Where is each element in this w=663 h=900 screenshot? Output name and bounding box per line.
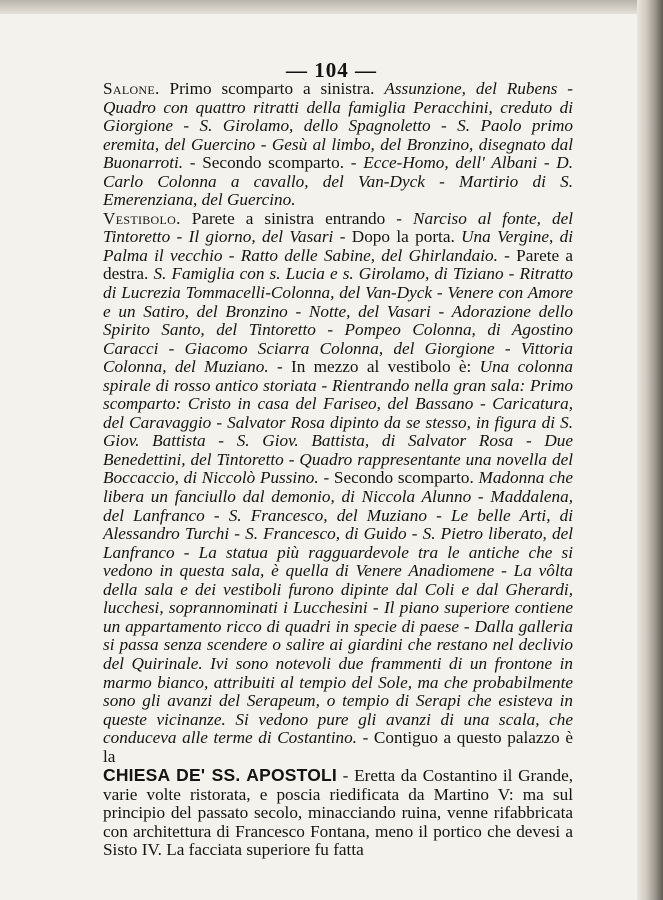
salone-italic-1: Assunzione, del Rubens - Quadro con quattro ritratti della famiglia Peracchini, creduto di Giorgione - S. Girolamo, dello Spagnoletto - S. Paolo primo eremita, del Guercino - Gesù al limbo, del Bronzino, disegnato dal Buonarroti.	[103, 79, 573, 173]
vestibolo-text-2: - Dopo la porta.	[333, 227, 462, 247]
paragraph-salone	[103, 80, 573, 210]
vestibolo-text-3: - Parete a destra.	[103, 245, 574, 284]
paragraph-vestibolo	[103, 210, 573, 766]
vestibolo-text-5: - Secondo scomparto.	[318, 468, 479, 488]
body-text	[103, 80, 573, 860]
vestibolo-text-6: - Contiguo a questo palazzo è la	[103, 728, 573, 766]
page-top-edge	[0, 0, 663, 14]
page-number: — 104 —	[286, 58, 377, 82]
vestibolo-italic-3: S. Famiglia con s. Lucia e s. Girolamo, di Tiziano - Ritratto di Lucrezia Tommacelli-Colonna, del Van-Dyck - Venere con Amore e un Satiro, del Bronzino - Notte, del Vasari - Adorazione dello Spirito Santo, del Tintoretto - Pompeo Colonna, di Agostino Caracci - Giacomo Sciarra Colonna, del Giorgione - Vittoria Colonna, del Muziano.	[103, 264, 573, 377]
vestibolo-italic-5: Madonna che libera un fanciullo dal demonio, di Niccola Alunno - Maddalena, del Lanfranco - S. Francesco, del Muziano - Le belle Arti, di Alessandro Turchi - S. Francesco, di Guido - S. Pietro liberato, del Lanfranco - La statua più ragguardevole tra le antiche che si vedono in questa sala, è quella di Venere Anadiomene - La vôlta della sala e dei vestiboli furono dipinte dal Coli e dal Gherardi, lucchesi, soprannominati i Lucchesini - Il piano superiore contiene un appartamento ricco di quadri in specie di paese - Dalla galleria si passa senza scendere o salire ai giardini che restano nel declivio del Quirinale. Ivi sono notevoli due frammenti di un frontone in marmo bianco, attribuiti al tempio del Sole, ma che probabilmente sono gli avanzi del Serapeum, o tempio di Serapi che esisteva in queste vicinanze. Si vedono pure gli avanzi di una scala, che conduceva alle terme di Costantino.	[103, 468, 573, 748]
salone-italic-2: Ecce-Homo, dell' Albani - D. Carlo Colonna a cavallo, del Van-Dyck - Martirio di S. Emerenziana, del Guercino.	[103, 153, 573, 210]
section-lead-vestibolo: Vestibolo.	[103, 208, 181, 228]
chiesa-heading: CHIESA DE' SS. APOSTOLI	[103, 765, 337, 786]
page-binding-edge	[637, 0, 663, 900]
vestibolo-text-4: - In mezzo al vestibolo è:	[268, 357, 480, 377]
salone-text-2: - Secondo scomparto. -	[183, 153, 364, 173]
vestibolo-italic-1: Narciso al fonte, del Tintoretto - Il giorno, del Vasari	[103, 208, 573, 247]
vestibolo-italic-4: Una colonna spirale di rosso antico storiata - Rientrando nella gran sala: Primo scomparto: Cristo in casa del Fariseo, del Bassano - Caricatura, del Caravaggio - Salvator Rosa dipinto da se stesso, in figura di S. Giov. Battista - S. Giov. Battista, di Salvator Rosa - Due Benedettini, del Tintoretto - Quadro rappresentante una novella del Boccaccio, di Niccolò Pussino.	[103, 357, 573, 488]
paragraph-chiesa	[103, 766, 573, 860]
vestibolo-italic-2: Una Vergine, di Palma il vecchio - Ratto delle Sabine, del Ghirlandaio.	[103, 227, 573, 265]
vestibolo-text-1: Parete a sinistra entrando -	[180, 208, 414, 228]
chiesa-text-1: - Eretta da Costantino il Grande, varie volte ristorata, e poscia riedificata da Martino V: ma sul principio del passato secolo, minacciando ruina, venne rifabbricata con architettura di Francesco Fontana, meno il portico che devesi a Sisto IV. La facciata superiore fu fatta	[103, 766, 574, 860]
salone-text-1: Primo scomparto a sinistra.	[159, 79, 385, 98]
section-lead-salone: Salone.	[103, 79, 160, 98]
